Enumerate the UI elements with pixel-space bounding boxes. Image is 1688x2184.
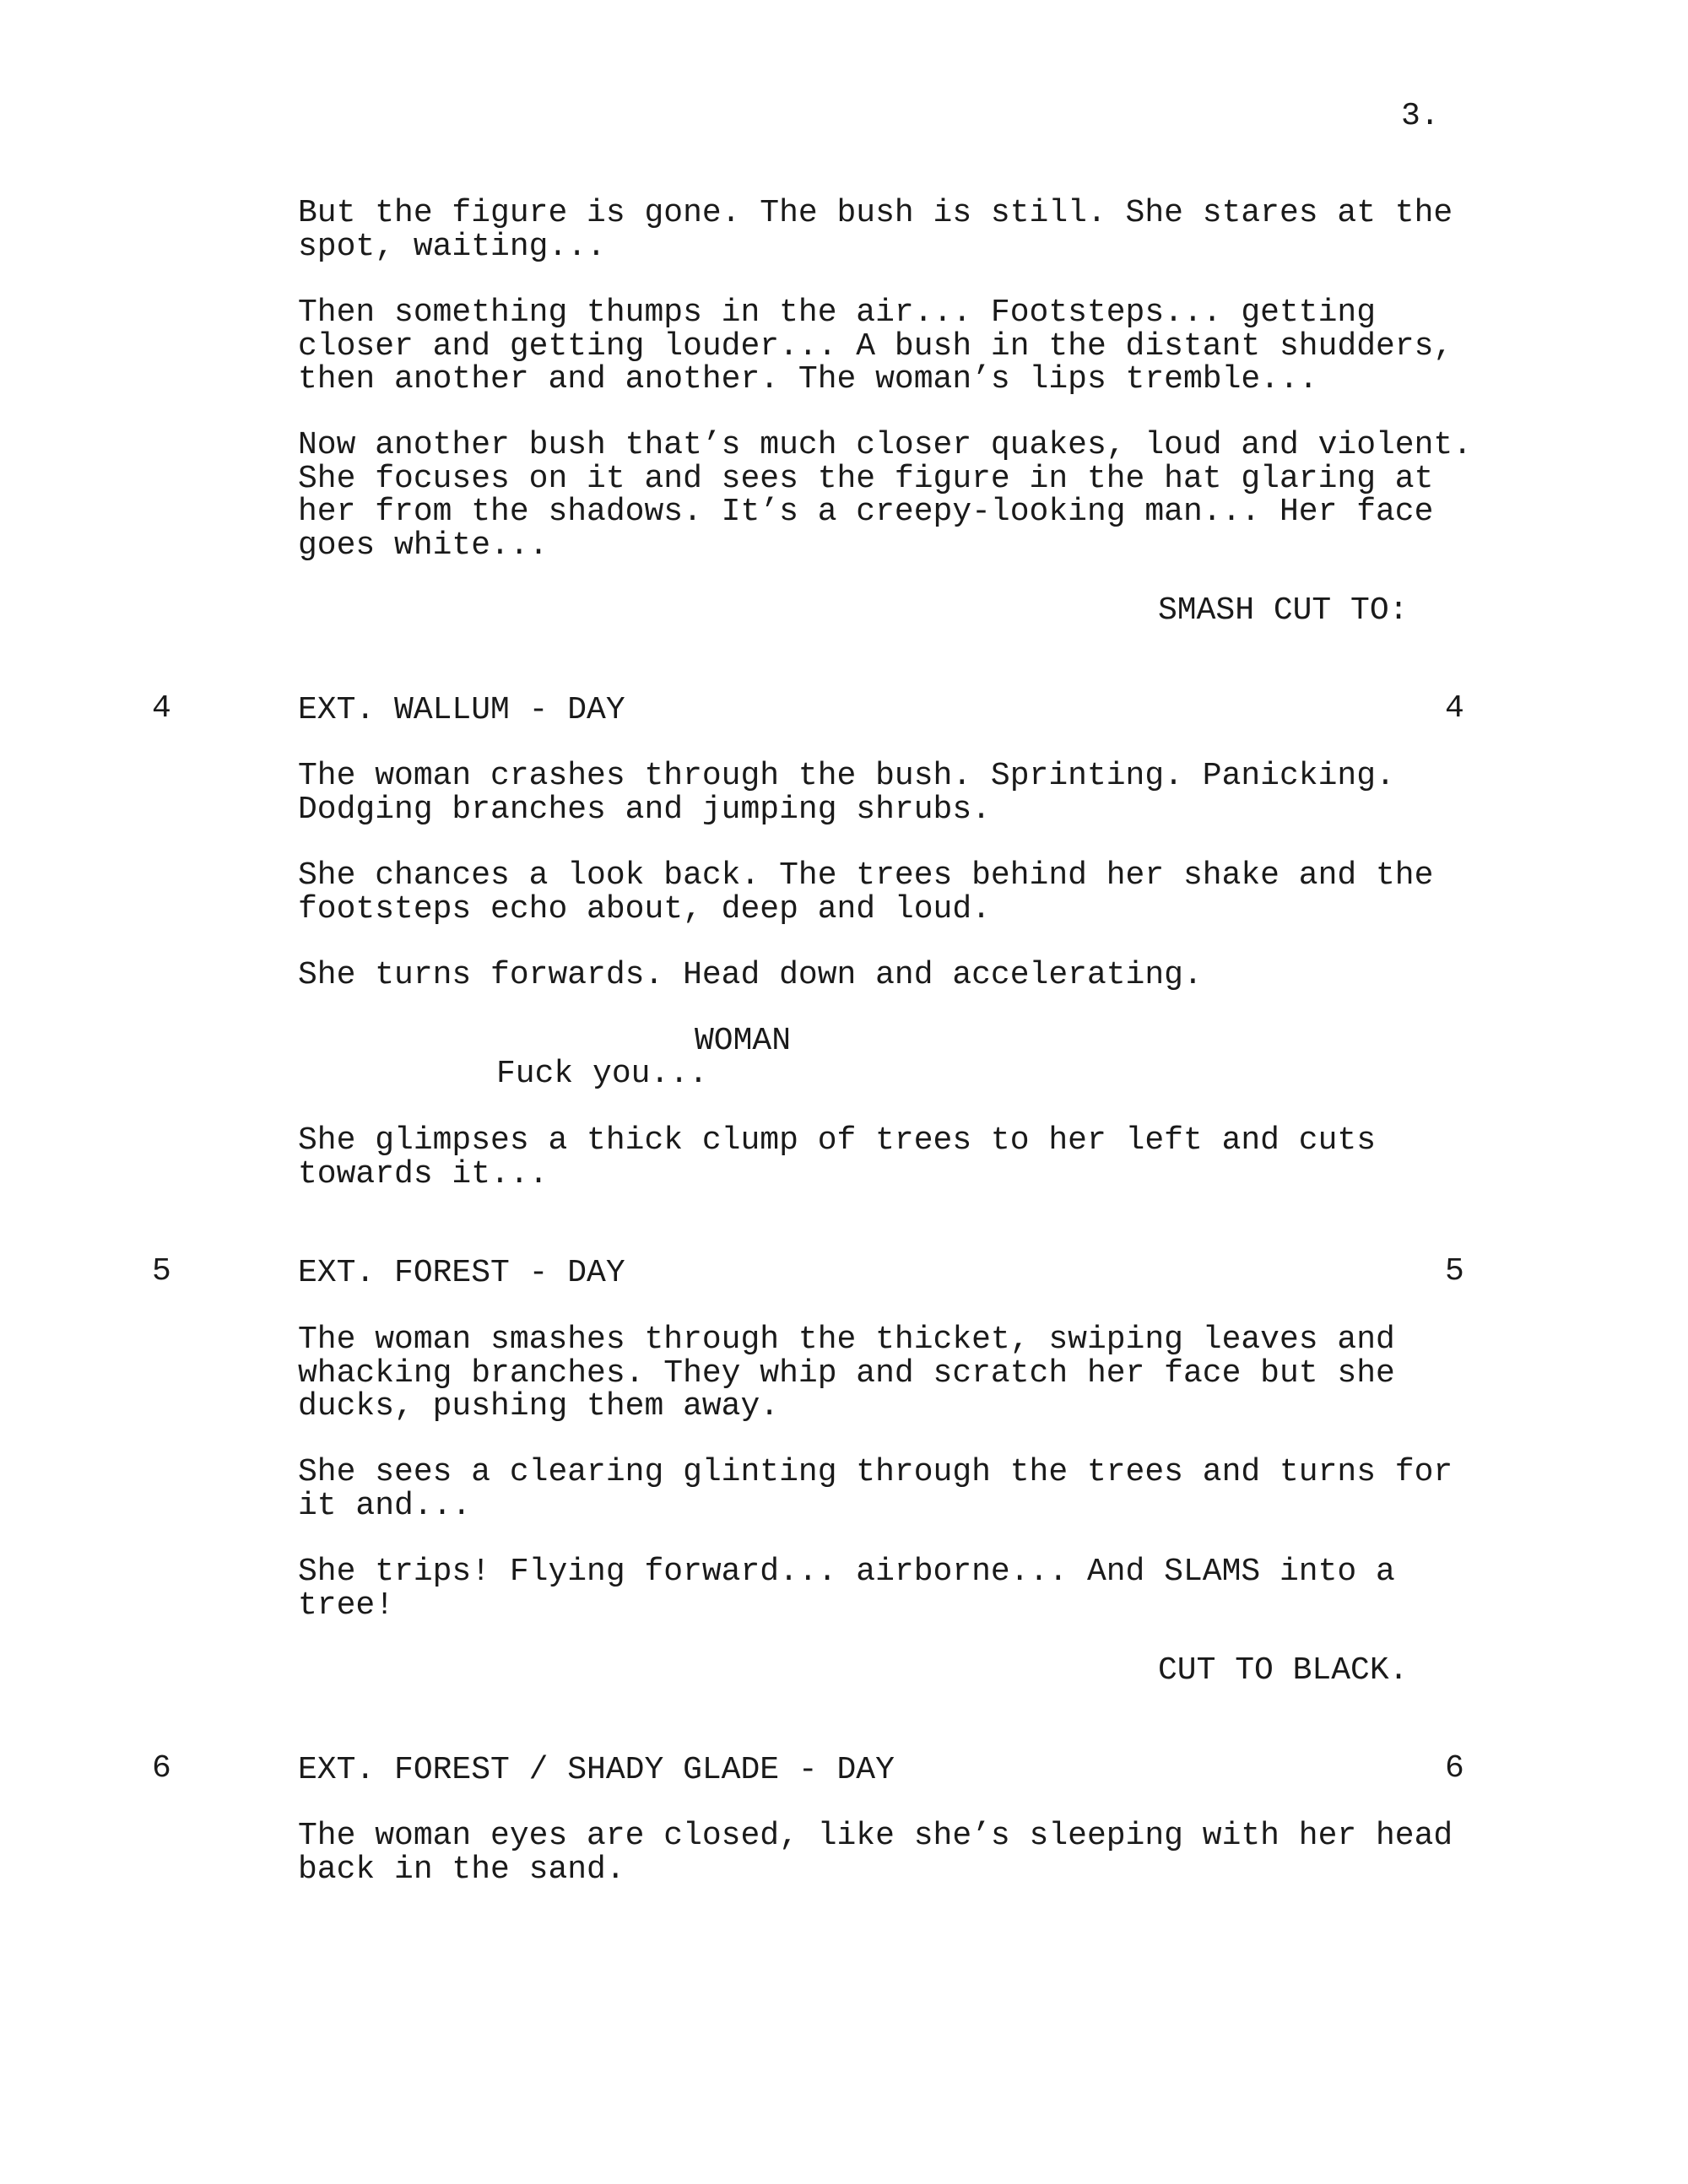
action-paragraph: The woman eyes are closed, like she’s sleeping with her head back in the sand. xyxy=(298,1818,1453,1888)
scene-heading: EXT. FOREST - DAY xyxy=(298,1255,625,1291)
transition: CUT TO BLACK. xyxy=(1158,1652,1409,1689)
scene-number-left: 5 xyxy=(152,1253,171,1289)
action-paragraph: She trips! Flying forward... airborne... And SLAMS into a tree! xyxy=(298,1554,1395,1624)
scene-heading: EXT. WALLUM - DAY xyxy=(298,692,625,728)
scene-number-right: 5 xyxy=(1445,1253,1464,1289)
action-paragraph: The woman smashes through the thicket, swiping leaves and whacking branches. They whip and scratch her face but she ducks, pushing them away. xyxy=(298,1322,1395,1424)
action-paragraph: But the figure is gone. The bush is still. She stares at the spot, waiting... xyxy=(298,195,1453,265)
scene-number-left: 4 xyxy=(152,690,171,727)
scene-heading: EXT. FOREST / SHADY GLADE - DAY xyxy=(298,1752,895,1788)
scene-number-right: 6 xyxy=(1445,1750,1464,1787)
action-paragraph: She sees a clearing glinting through the trees and turns for it and... xyxy=(298,1454,1453,1524)
transition: SMASH CUT TO: xyxy=(1158,592,1409,629)
action-paragraph: Now another bush that’s much closer quakes, loud and violent. She focuses on it and sees the figure in the hat glaring at her from the shadows. It’s a creepy-looking man... Her face goes white... xyxy=(298,427,1473,564)
scene-number-right: 4 xyxy=(1445,690,1464,727)
page-number: 3. xyxy=(1401,98,1440,134)
action-paragraph: She chances a look back. The trees behind her shake and the footsteps echo about, deep and loud. xyxy=(298,857,1434,927)
dialogue: Fuck you... xyxy=(496,1056,708,1092)
action-paragraph: Then something thumps in the air... Footsteps... getting closer and getting louder... A bush in the distant shudders, then another and another. The woman’s lips tremble... xyxy=(298,295,1453,397)
action-paragraph: She turns forwards. Head down and accelerating. xyxy=(298,957,1203,993)
character-name: WOMAN xyxy=(695,1023,792,1059)
scene-number-left: 6 xyxy=(152,1750,171,1787)
action-paragraph: The woman crashes through the bush. Sprinting. Panicking. Dodging branches and jumping shrubs. xyxy=(298,758,1395,828)
action-paragraph: She glimpses a thick clump of trees to her left and cuts towards it... xyxy=(298,1122,1377,1192)
